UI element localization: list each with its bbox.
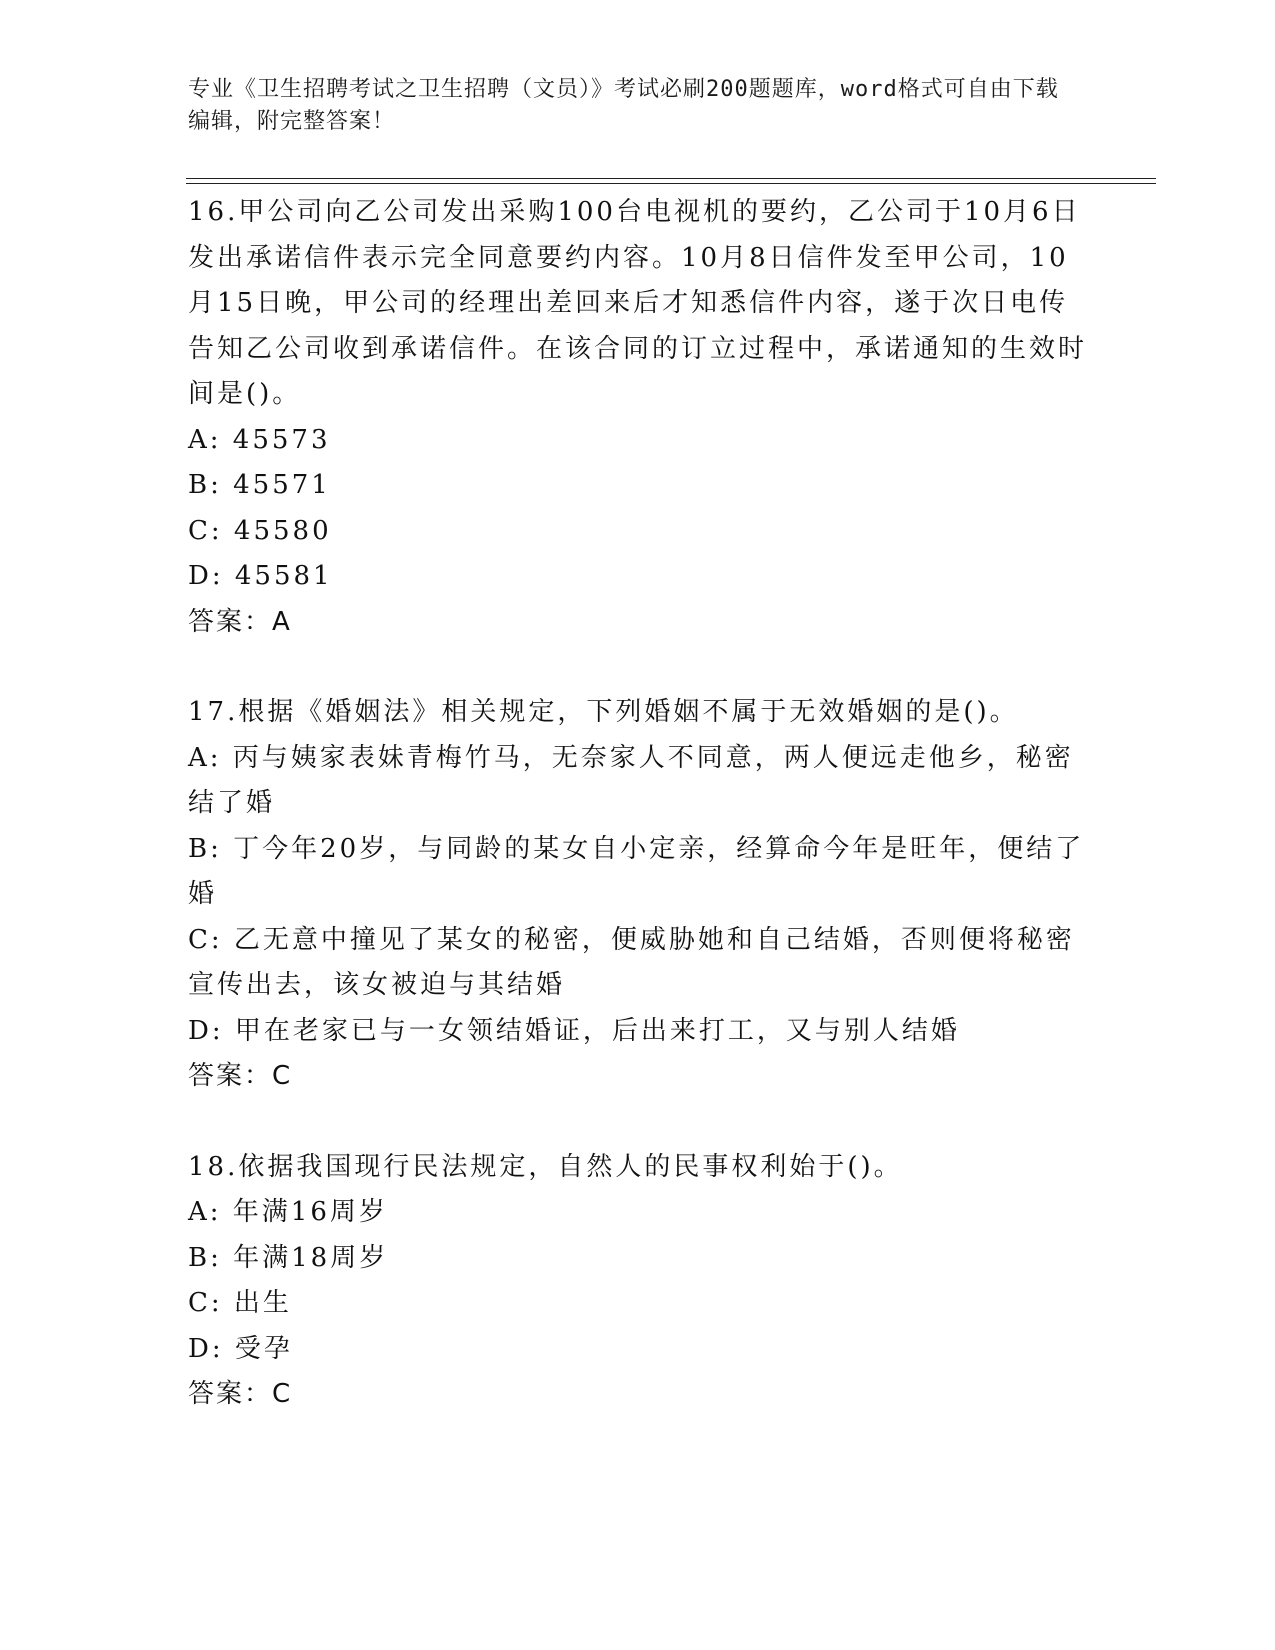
answer-line: 答案：C	[188, 1379, 293, 1409]
option-b: B: 年满18周岁	[188, 1242, 389, 1273]
option-b: B: 丁今年20岁，与同龄的某女自小定亲，经算命今年是旺年，便结了婚	[188, 833, 1085, 909]
question-17	[188, 690, 1088, 1100]
question-list	[188, 190, 1088, 1418]
option-b: B: 45571	[188, 470, 331, 500]
question-stem: 17.根据《婚姻法》相关规定，下列婚姻不属于无效婚姻的是()。	[188, 697, 1019, 727]
question-spacer	[188, 645, 1088, 690]
option-a: A: 年满16周岁	[188, 1197, 388, 1227]
answer-line: 答案：C	[188, 1061, 293, 1091]
question-stem: 16.甲公司向乙公司发出采购100台电视机的要约，乙公司于10月6日发出承诺信件表示完全同意要约内容。10月8日信件发至甲公司，10月15日晚，甲公司的经理出差回来后才知悉信件内容，遂于次日电传告知乙公司收到承诺信件。在该合同的订立过程中，承诺通知的生效时间是()。	[188, 197, 1088, 409]
option-d: D: 受孕	[188, 1333, 293, 1364]
question-stem: 18.依据我国现行民法规定，自然人的民事权利始于()。	[188, 1151, 903, 1182]
question-16	[188, 190, 1088, 645]
option-a: A: 丙与姨家表妹青梅竹马，无奈家人不同意，两人便远走他乡，秘密结了婚	[188, 742, 1074, 818]
option-c: C: 乙无意中撞见了某女的秘密，便威胁她和自己结婚，否则便将秘密宣传出去，该女被迫与其结婚	[188, 924, 1075, 1000]
option-c: C: 出生	[188, 1288, 292, 1318]
answer-line: 答案：A	[188, 606, 292, 637]
header-divider-top	[186, 178, 1156, 179]
header-divider-bottom	[186, 183, 1156, 184]
option-d: D: 45581	[188, 561, 333, 591]
option-c: C: 45580	[188, 515, 332, 546]
question-18	[188, 1145, 1088, 1418]
option-d: D: 甲在老家已与一女领结婚证，后出来打工，又与别人结婚	[188, 1015, 960, 1046]
question-spacer	[188, 1100, 1088, 1145]
document-header: 专业《卫生招聘考试之卫生招聘（文员）》考试必刷200题题库，word格式可自由下载编辑，附完整答案！	[188, 77, 1059, 134]
option-a: A: 45573	[188, 424, 331, 455]
